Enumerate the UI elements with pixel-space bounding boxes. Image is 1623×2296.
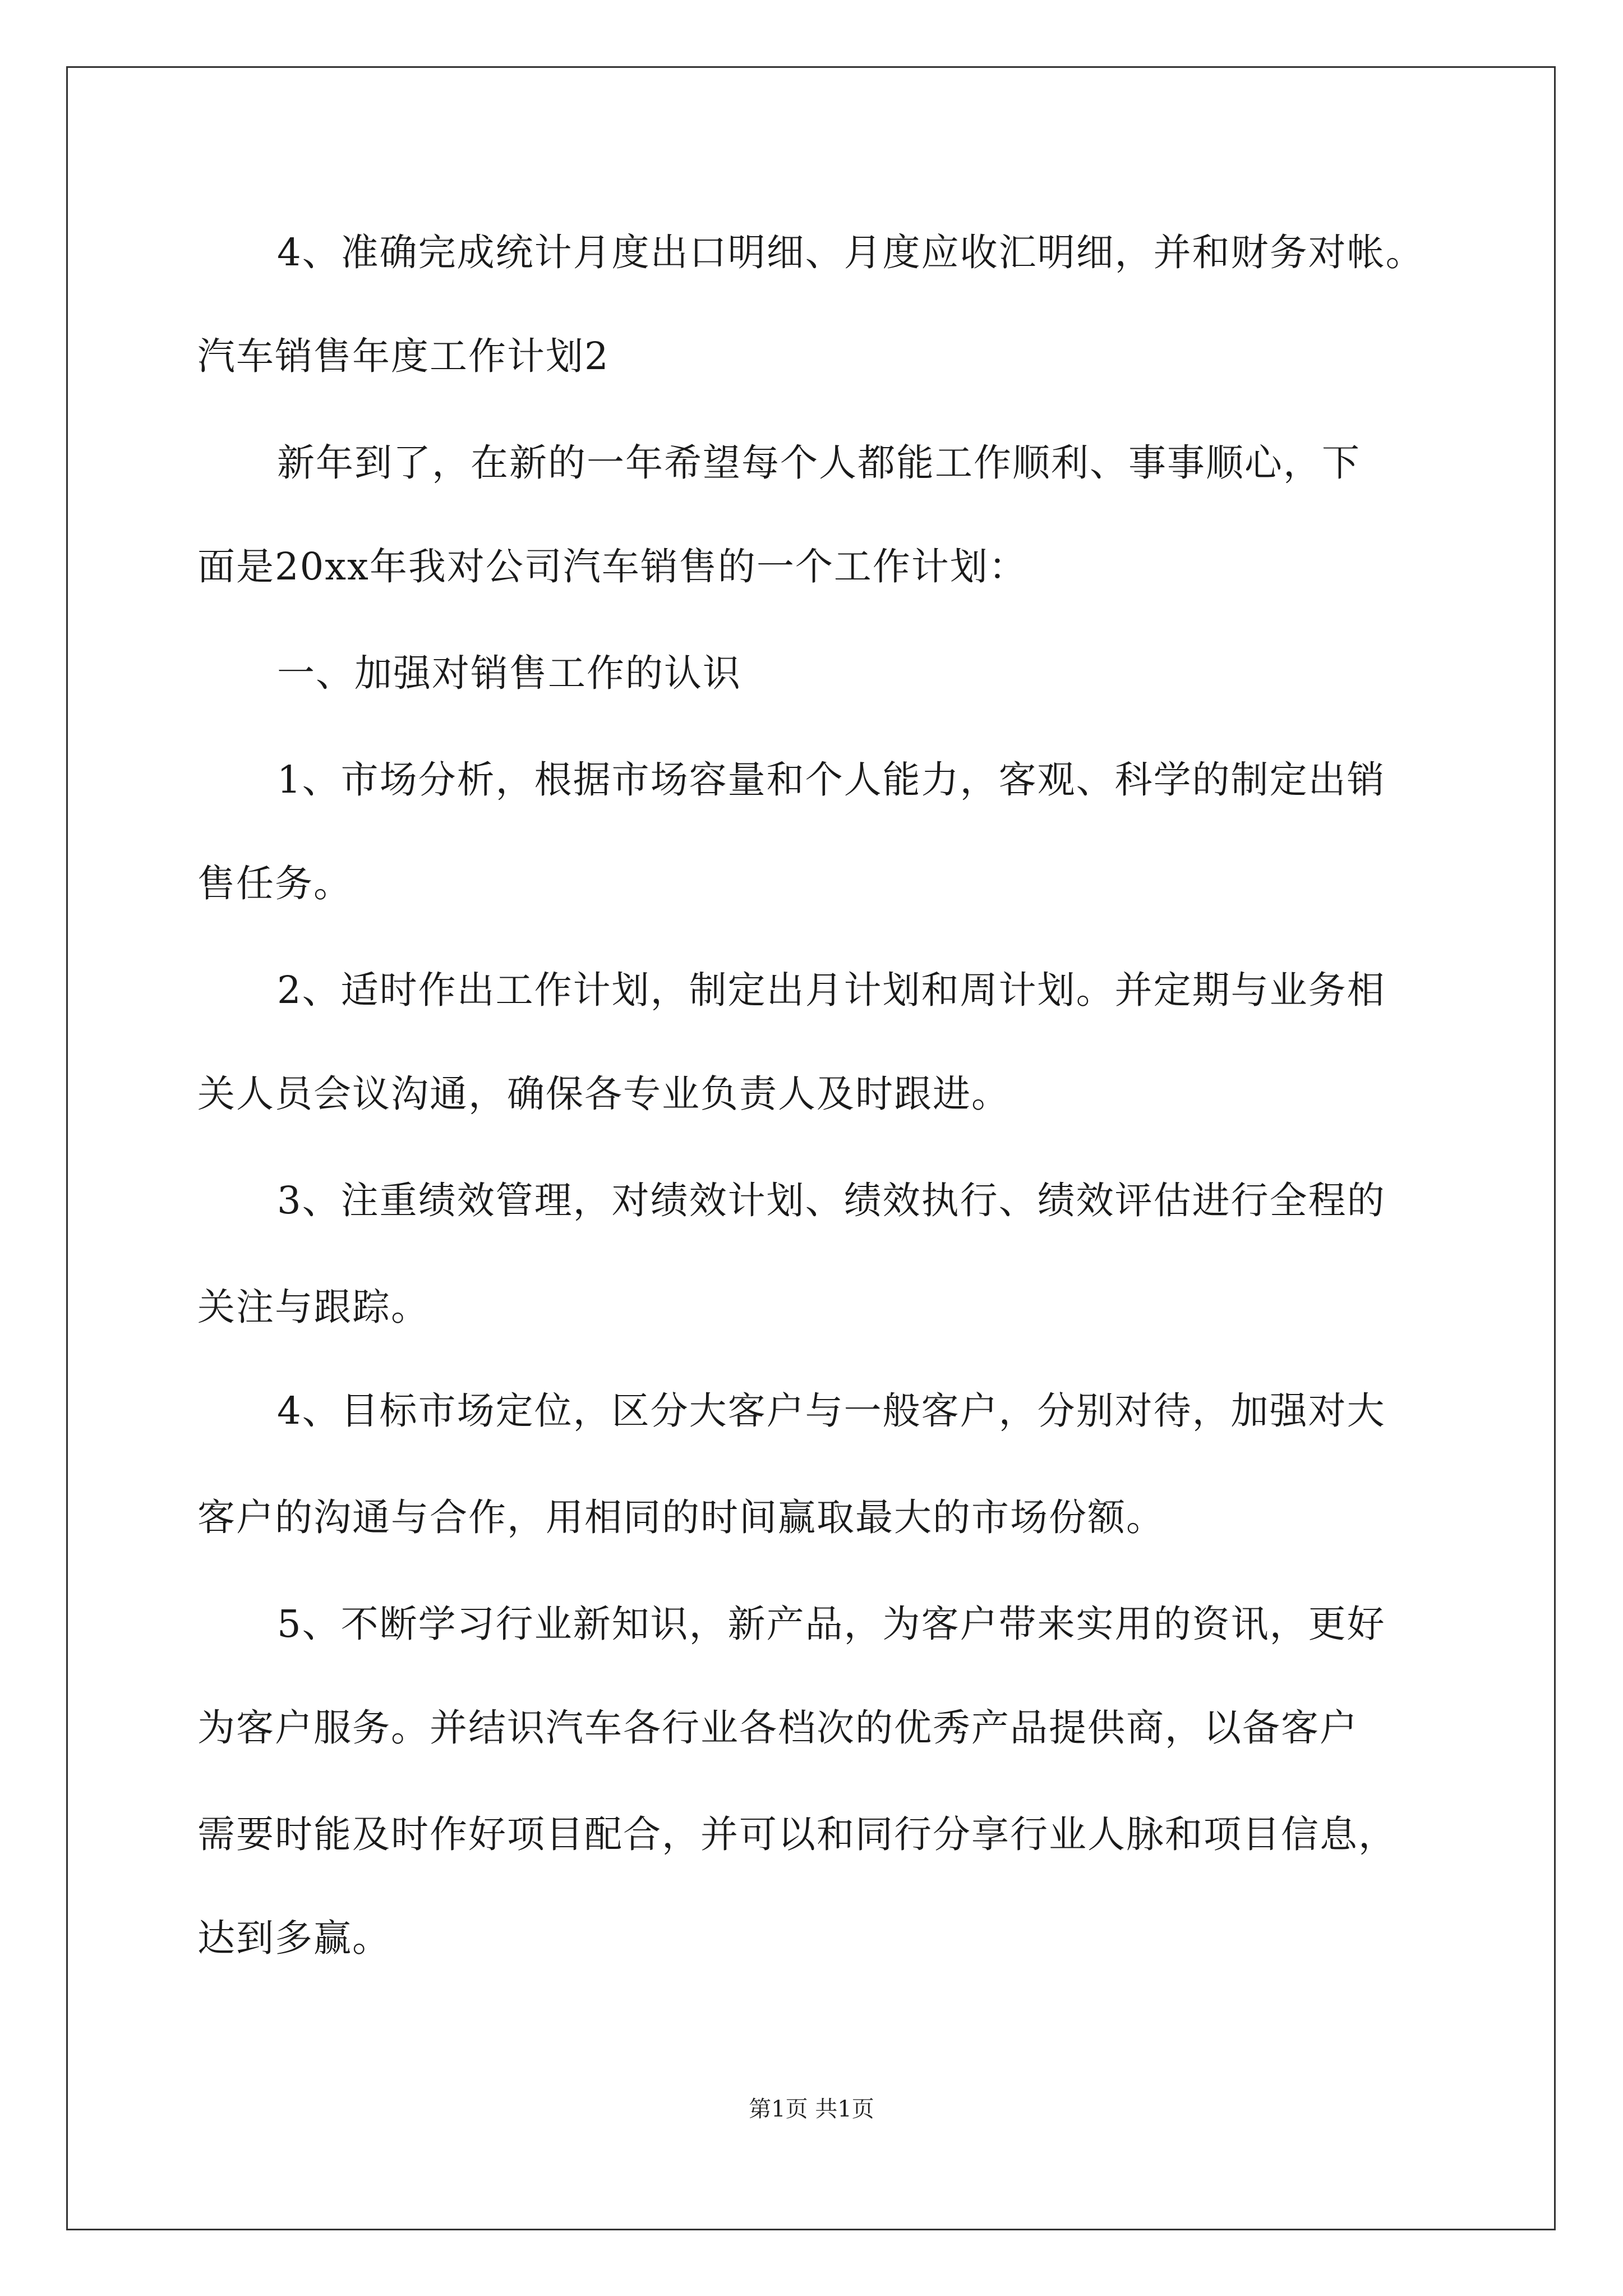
paragraph-line: 4、目标市场定位，区分大客户与一般客户，分别对待，加强对大 <box>277 1389 1386 1433</box>
paragraph-line: 面是20xx年我对公司汽车销售的一个工作计划： <box>197 545 1027 588</box>
paragraph-line: 关注与跟踪。 <box>197 1285 430 1329</box>
page-footer: 第1页 共1页 <box>749 2096 874 2122</box>
paragraph-line: 2、适时作出工作计划，制定出月计划和周计划。并定期与业务相 <box>277 968 1386 1012</box>
paragraph-line: 关人员会议沟通，确保各专业负责人及时跟进。 <box>197 1072 1010 1116</box>
paragraph-line: 3、注重绩效管理，对绩效计划、绩效执行、绩效评估进行全程的 <box>277 1179 1386 1222</box>
paragraph-line: 4、准确完成统计月度出口明细、月度应收汇明细，并和财务对帐。 <box>277 231 1424 274</box>
paragraph-line: 1、市场分析，根据市场容量和个人能力，客观、科学的制定出销 <box>277 758 1386 802</box>
paragraph-line: 售任务。 <box>197 862 352 905</box>
paragraph-line: 达到多赢。 <box>197 1916 391 1960</box>
paragraph-line: 新年到了，在新的一年希望每个人都能工作顺利、事事顺心，下 <box>277 441 1361 485</box>
page-border <box>66 66 1556 2230</box>
section-heading: 汽车销售年度工作计划2 <box>197 334 610 378</box>
paragraph-line: 为客户服务。并结识汽车各行业各档次的优秀产品提供商，以备客户 <box>197 1706 1358 1750</box>
paragraph-line: 5、不断学习行业新知识，新产品，为客户带来实用的资讯，更好 <box>277 1602 1386 1646</box>
paragraph-line: 客户的沟通与合作，用相同的时间赢取最大的市场份额。 <box>197 1496 1165 1539</box>
paragraph-line: 需要时能及时作好项目配合，并可以和同行分享行业人脉和项目信息， <box>197 1812 1397 1856</box>
subheading: 一、加强对销售工作的认识 <box>277 651 741 695</box>
